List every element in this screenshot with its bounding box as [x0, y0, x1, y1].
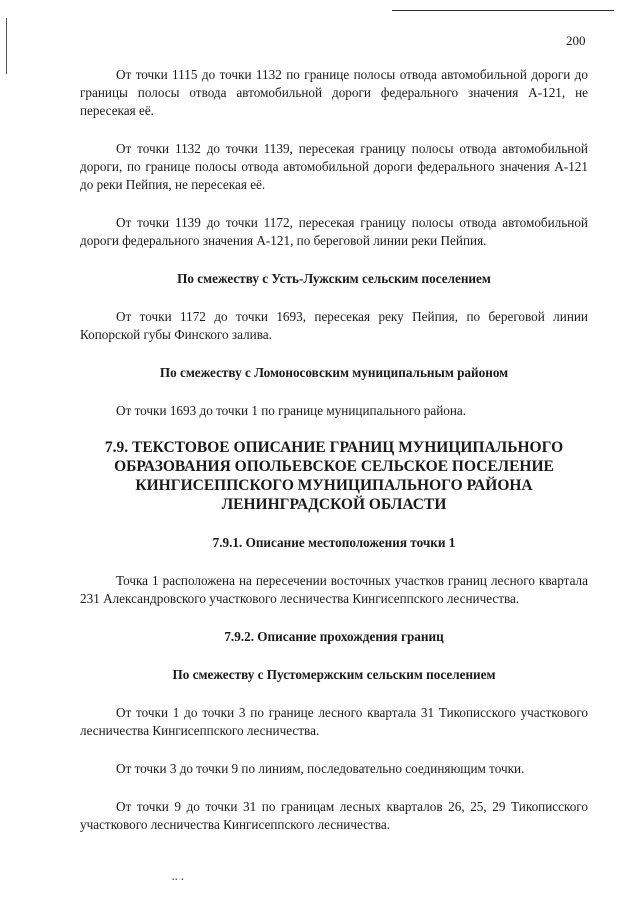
chapter-heading-line: ОБРАЗОВАНИЯ ОПОЛЬЕВСКОЕ СЕЛЬСКОЕ ПОСЕЛЕНИЕ	[114, 458, 554, 475]
section-heading: По смежеству с Пустомержским сельским поселением	[172, 667, 496, 682]
paragraph: От точки 1132 до точки 1139, пересекая границу полосы отвода автомобильной дороги, по границе полосы отвода автомобильной дороги федерального значения А-121 до реки Пейпия, не пересекая её.	[80, 141, 588, 192]
page-number: 200	[566, 33, 586, 48]
paragraph: От точки 1139 до точки 1172, пересекая границу полосы отвода автомобильной дороги федерального значения А-121, по береговой линии реки Пейпия.	[80, 215, 588, 248]
paragraph: От точки 1115 до точки 1132 по границе полосы отвода автомобильной дороги до границы полосы отвода автомобильной дороги федерального значения А-121, не пересекая её.	[80, 67, 588, 118]
chapter-heading-line: КИНГИСЕППСКОГО МУНИЦИПАЛЬНОГО РАЙОНА	[135, 477, 533, 494]
section-heading: По смежеству с Усть-Лужским сельским поселением	[177, 271, 491, 286]
section-heading: По смежеству с Ломоносовским муниципальным районом	[159, 365, 509, 380]
subsection-heading: 7.9.1. Описание местоположения точки 1	[212, 535, 456, 550]
header-rule	[392, 10, 614, 11]
paragraph: От точки 3 до точки 9 по линиям, последовательно соединяющим точки.	[116, 761, 525, 776]
paragraph: От точки 1693 до точки 1 по границе муниципального района.	[116, 403, 467, 418]
paragraph: От точки 9 до точки 31 по границам лесных кварталов 26, 25, 29 Тикописского участкового лесничества Кингисеппского лесничества.	[80, 799, 588, 832]
chapter-heading-line: 7.9. ТЕКСТОВОЕ ОПИСАНИЕ ГРАНИЦ МУНИЦИПАЛЬНОГО	[104, 439, 564, 456]
scan-margin-mark	[6, 18, 7, 74]
subsection-heading: 7.9.2. Описание прохождения границ	[224, 629, 444, 644]
document-body	[80, 66, 588, 834]
chapter-heading-line: ЛЕНИНГРАДСКОЙ ОБЛАСТИ	[221, 496, 447, 513]
paragraph: От точки 1 до точки 3 по границе лесного квартала 31 Тикописского участкового лесничества Кингисеппского лесничества.	[80, 705, 588, 738]
scan-artifact: ▪▪·▪	[172, 877, 185, 883]
paragraph: От точки 1172 до точки 1693, пересекая реку Пейпия, по береговой линии Копорской губы Финского залива.	[80, 309, 588, 342]
paragraph: Точка 1 расположена на пересечении восточных участков границ лесного квартала 231 Александровского участкового лесничества Кингисеппского лесничества.	[80, 573, 588, 606]
